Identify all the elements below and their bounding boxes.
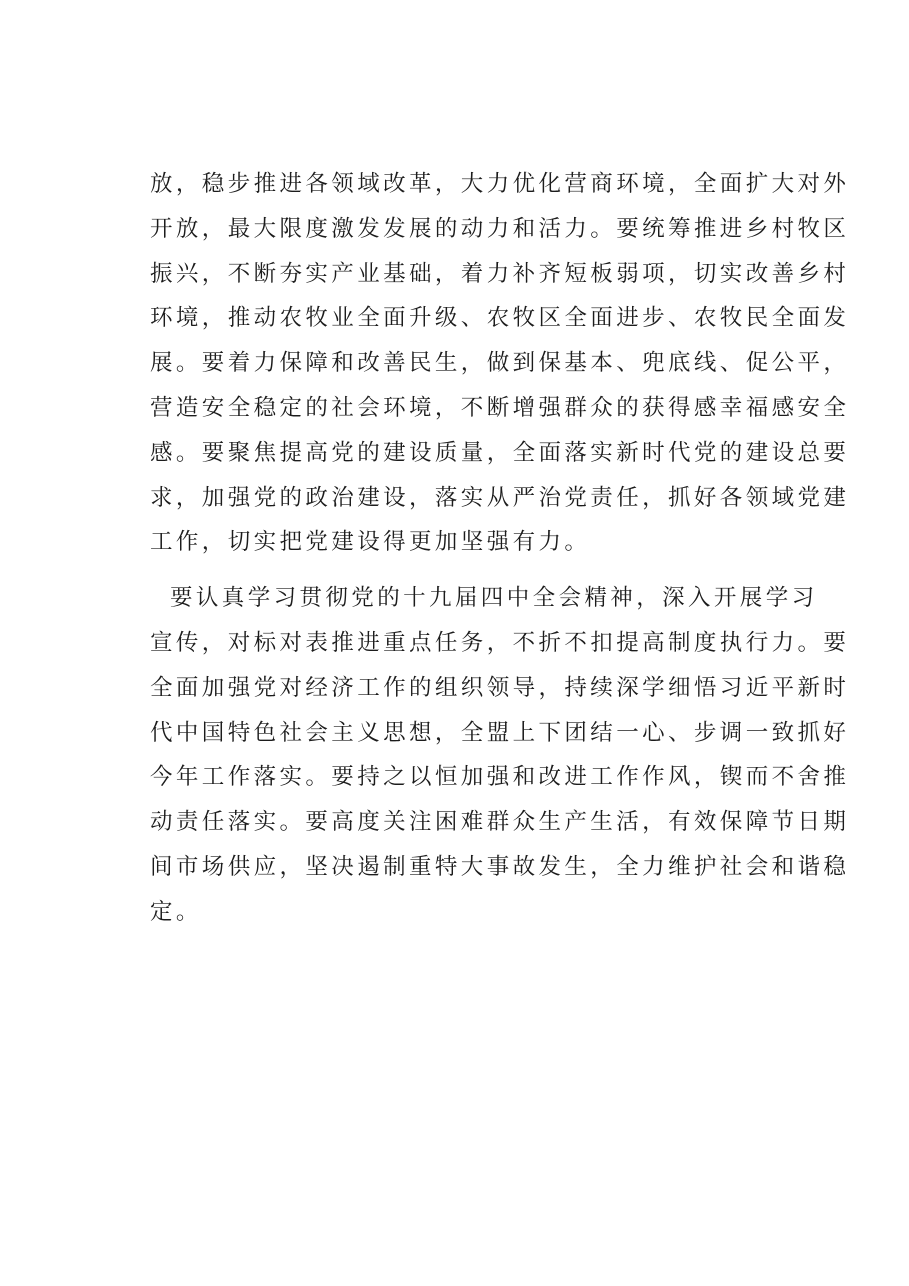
text-line: 展。要着力保障和改善民生，做到保基本、兜底线、促公平， <box>150 350 850 377</box>
paragraph-2 <box>150 576 850 934</box>
text-line: 间市场供应，坚决遏制重特大事故发生，全力维护社会和谐稳 <box>150 853 850 880</box>
text-line: 营造安全稳定的社会环境，不断增强群众的获得感幸福感安全 <box>150 394 850 421</box>
text-line: 开放，最大限度激发发展的动力和活力。要统筹推进乡村牧区 <box>150 215 850 242</box>
text-line: 感。要聚焦提高党的建设质量，全面落实新时代党的建设总要 <box>150 439 850 466</box>
text-line: 振兴，不断夯实产业基础，着力补齐短板弱项，切实改善乡村 <box>150 260 850 287</box>
paragraph-1 <box>150 162 850 565</box>
text-line: 求，加强党的政治建设，落实从严治党责任，抓好各领域党建 <box>150 484 850 511</box>
text-line: 定。 <box>150 898 202 925</box>
text-line: 环境，推动农牧业全面升级、农牧区全面进步、农牧民全面发 <box>150 305 850 332</box>
text-line: 代中国特色社会主义思想，全盟上下团结一心、步调一致抓好 <box>150 719 850 746</box>
text-line: 宣传，对标对表推进重点任务，不折不扣提高制度执行力。要 <box>150 629 850 656</box>
text-line: 放，稳步推进各领域改革，大力优化营商环境，全面扩大对外 <box>150 171 850 197</box>
paragraph-spacing <box>150 565 800 576</box>
text-line: 全面加强党对经济工作的组织领导，持续深学细悟习近平新时 <box>150 674 850 701</box>
text-line: 今年工作落实。要持之以恒加强和改进工作作风，锲而不舍推 <box>150 764 850 791</box>
text-line: 动责任落实。要高度关注困难群众生产生活，有效保障节日期 <box>150 809 850 836</box>
document-body <box>150 162 850 935</box>
text-line: 工作，切实把党建设得更加坚强有力。 <box>150 529 591 556</box>
text-line: 要认真学习贯彻党的十九届四中全会精神，深入开展学习 <box>170 585 818 612</box>
